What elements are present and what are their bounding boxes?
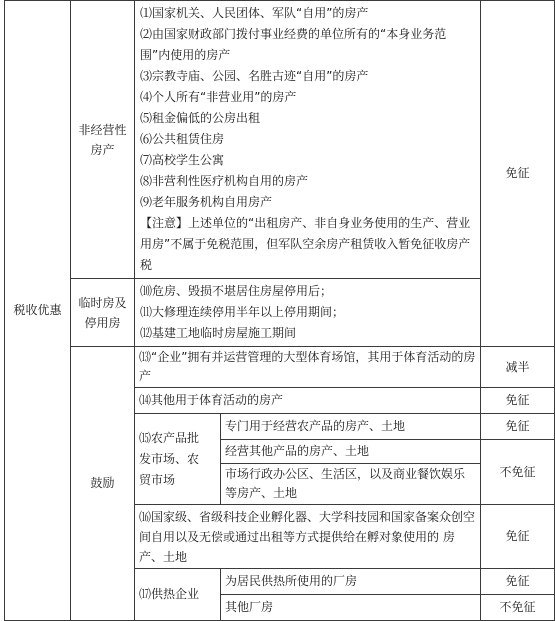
group-label-line: 临时房及 bbox=[78, 295, 127, 310]
row-15-label-line: 贸市场 bbox=[139, 472, 176, 487]
result-cell: 免征 bbox=[481, 414, 555, 440]
tax-preference-table-container bbox=[4, 0, 554, 614]
row-16-text: ⒃国家级、省级科技企业孵化器、大学科技园和国家备案众创空间自用以及无偿或通过出租等方式提供给在孵对象使用的 房产、土地 bbox=[135, 505, 481, 569]
list-item: ⑽危房、毁损不堪居住房屋停用后； bbox=[140, 284, 333, 298]
group-label-line: 房产 bbox=[90, 142, 115, 157]
row-15-sub2-text: 经营其他产品的房产、土地 bbox=[221, 440, 481, 464]
result-cell: 不免征 bbox=[481, 440, 555, 505]
result-cell: 免征 bbox=[481, 505, 555, 569]
row-15-label-line: 发市场、农 bbox=[139, 451, 200, 466]
group-label-temporary bbox=[71, 279, 135, 347]
list-item: ⑶宗教寺庙、公园、名胜古迹“自用”的房产 bbox=[140, 69, 369, 83]
group-label-line: 非经营性 bbox=[78, 122, 127, 137]
list-item: ⑺高校学生公寓 bbox=[140, 153, 225, 167]
nonbusiness-items bbox=[135, 1, 481, 279]
row-15-sub3-text: 市场行政办公区、生活区，以及商业餐饮娱乐等房产、土地 bbox=[221, 464, 481, 505]
row-17-label: ⒄供热企业 bbox=[135, 569, 221, 621]
row-14-text: ⒁其他用于体育活动的房产 bbox=[135, 388, 481, 414]
group-label-nonbusiness bbox=[71, 1, 135, 279]
list-item: ⑷个人所有“非营业用”的房产 bbox=[140, 90, 297, 104]
temporary-items bbox=[135, 279, 481, 347]
result-cell: 免征 bbox=[481, 1, 555, 347]
list-item: ⑿基建工地临时房屋施工期间 bbox=[140, 326, 297, 340]
row-17-sub1-text: 为居民供热所使用的厂房 bbox=[221, 569, 481, 595]
group-label-encourage: 鼓励 bbox=[71, 347, 135, 621]
list-item: ⑸租金偏低的公房出租 bbox=[140, 111, 261, 125]
row-13-text: ⒀“企业”拥有并运营管理的大型体育场馆，其用于体育活动的房产 bbox=[135, 347, 481, 388]
category-cell: 税收优惠 bbox=[5, 1, 71, 621]
list-item: ⑹公共租赁住房 bbox=[140, 132, 225, 146]
list-item: ⑻非营利性医疗机构自用的房产 bbox=[140, 174, 309, 188]
list-item: ⑼老年服务机构自用房产 bbox=[140, 195, 273, 209]
note-item: 【注意】上述单位的“出租房产、非自身业务使用的生产、营业用房”不属于免税范围，但军队空余房产租赁收入暂免征收房产税 bbox=[140, 216, 471, 272]
list-item: ⑴国家机关、人民团体、军队“自用”的房产 bbox=[140, 6, 369, 20]
list-item: ⑾大修理连续停用半年以上停用期间； bbox=[140, 305, 345, 319]
row-15-label bbox=[135, 414, 221, 505]
result-cell: 不免征 bbox=[481, 595, 555, 621]
result-cell: 减半 bbox=[481, 347, 555, 388]
row-17-sub2-text: 其他厂房 bbox=[221, 595, 481, 621]
result-cell: 免征 bbox=[481, 388, 555, 414]
tax-preference-table bbox=[4, 0, 555, 621]
row-15-sub1-text: 专门用于经营农产品的房产、土地 bbox=[221, 414, 481, 440]
group-label-line: 停用房 bbox=[84, 315, 121, 330]
row-15-label-line: ⒂农产品批 bbox=[139, 430, 200, 445]
list-item: ⑵由国家财政部门拨付事业经费的单位所有的“本身业务范围”内使用的房产 bbox=[140, 27, 447, 62]
result-cell: 免征 bbox=[481, 569, 555, 595]
